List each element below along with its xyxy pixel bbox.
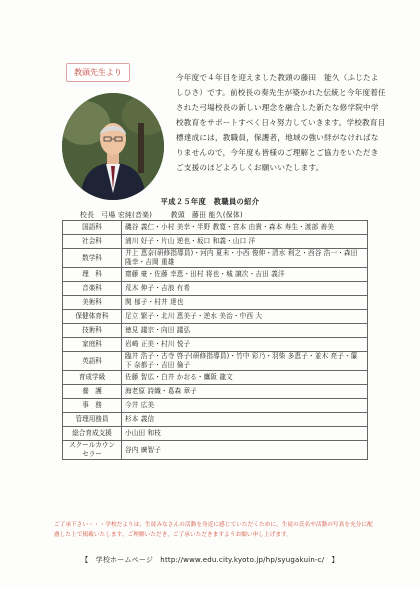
subject-cell: 技術科 (63, 324, 122, 338)
names-cell: 岩崎 正美・村川 悦子 (122, 338, 368, 352)
names-cell: 磯谷 義仁・小村 美幸・半野 教寛・宮本 由貴・森本 寿生・渡部 善美 (122, 221, 368, 235)
intro-paragraph: 今年度で４年目を迎えました教頭の藤田 能久（ふじたよしひさ）です。前校長の奏先生が築かれた伝統と今年度着任された弓場校長の新しい理念を融合した新たな修学院中学校教育をサポートすべく日々努力していきます。学校教育目標達成には，教職員，保護者，地域の強い絆がなければなりませんので，今年度も皆様のご理解とご協力をいただきご支援のほどよろしくお願いいたします。 (176, 73, 386, 172)
names-cell: 佐藤 智広・白井 かおる・鷹阪 龍文 (122, 371, 368, 385)
subject-cell: 理 科 (63, 268, 122, 282)
table-row (63, 399, 368, 413)
homepage-url: 【 学校ホームページ http://www.edu.city.kyoto.jp/hp/syugakuin-c/ 】 (81, 556, 339, 564)
principal-line (80, 209, 380, 219)
staff-table-body (63, 221, 368, 460)
names-cell: 今井 広美 (122, 399, 368, 413)
table-row (63, 324, 368, 338)
table-row (63, 371, 368, 385)
table-row (63, 427, 368, 441)
subject-cell: 総合育成支援 (63, 427, 122, 441)
subject-cell: スクールカウンセラー (63, 441, 122, 460)
vice-principal-name: 教頭 藤田 能久(保体) (170, 211, 243, 219)
table-row (63, 249, 368, 268)
names-cell: 足立 繁子・北川 恵美子・逆水 美治・中西 大 (122, 310, 368, 324)
names-cell: 臨井 浩子・古寺 啓子(研修指導員)・竹中 彩乃・羽柴 多恵子・並木 亮子・簾下 奈都子・吉田 倫子 (122, 352, 368, 371)
table-row (63, 296, 368, 310)
subject-cell: 管理用務員 (63, 413, 122, 427)
names-cell: 井上 恵奈(研修指導員)・河内 夏未・小西 俊伸・清水 利之・西谷 浩一・森田 隆幸・吉岡 重雄 (122, 249, 368, 268)
names-cell: 関 郁子・村井 達也 (122, 296, 368, 310)
table-row (63, 221, 368, 235)
names-cell: 浦川 好子・片山 逆也・坂口 和義・山口 洋 (122, 235, 368, 249)
portrait-image (62, 93, 164, 200)
staff-table-title: 平成２５年度 教職員の紹介 (160, 197, 260, 206)
table-row (63, 338, 368, 352)
subject-cell: 数学科 (63, 249, 122, 268)
subject-cell: 国語科 (63, 221, 122, 235)
table-row (63, 310, 368, 324)
subject-cell: 美術科 (63, 296, 122, 310)
names-cell: 齋藤 豪・佐藤 幸恵・田村 将也・城 譲次・吉田 義洋 (122, 268, 368, 282)
names-cell: 杉本 義信 (122, 413, 368, 427)
table-row (63, 268, 368, 282)
staff-table (62, 220, 368, 460)
subject-cell: 音楽科 (63, 282, 122, 296)
table-row (63, 235, 368, 249)
table-row (63, 282, 368, 296)
vice-principal-photo (62, 93, 164, 200)
section-label: 教頭先生より (66, 63, 130, 82)
table-row (63, 413, 368, 427)
names-cell: 荒木 伸子・吉浪 有希 (122, 282, 368, 296)
subject-cell: 保健体育科 (63, 310, 122, 324)
table-row (63, 352, 368, 371)
notice-paragraph: ご了承下さい・・・学校だよりは，生徒みなさんの活動を身近に感じていただくために，生徒の氏名や活動の写真を充分に配慮した上で掲載いたします。ご理解いただき，ご了承いただきますようお願い申し上げます。 (54, 522, 373, 538)
subject-cell: 英語科 (63, 352, 122, 371)
subject-cell: 育成学級 (63, 371, 122, 385)
principal-name: 校長 弓場 宏純(音楽) (80, 211, 153, 219)
names-cell: 谷内 廣智子 (122, 441, 368, 460)
names-cell: 小山田 和枝 (122, 427, 368, 441)
table-row (63, 385, 368, 399)
subject-cell: 事 務 (63, 399, 122, 413)
subject-cell: 社会科 (63, 235, 122, 249)
names-cell: 徳見 議宗・向田 議弘 (122, 324, 368, 338)
names-cell: 海老原 詩織・葛森 章子 (122, 385, 368, 399)
table-row (63, 441, 368, 460)
subject-cell: 養 護 (63, 385, 122, 399)
subject-cell: 家庭科 (63, 338, 122, 352)
